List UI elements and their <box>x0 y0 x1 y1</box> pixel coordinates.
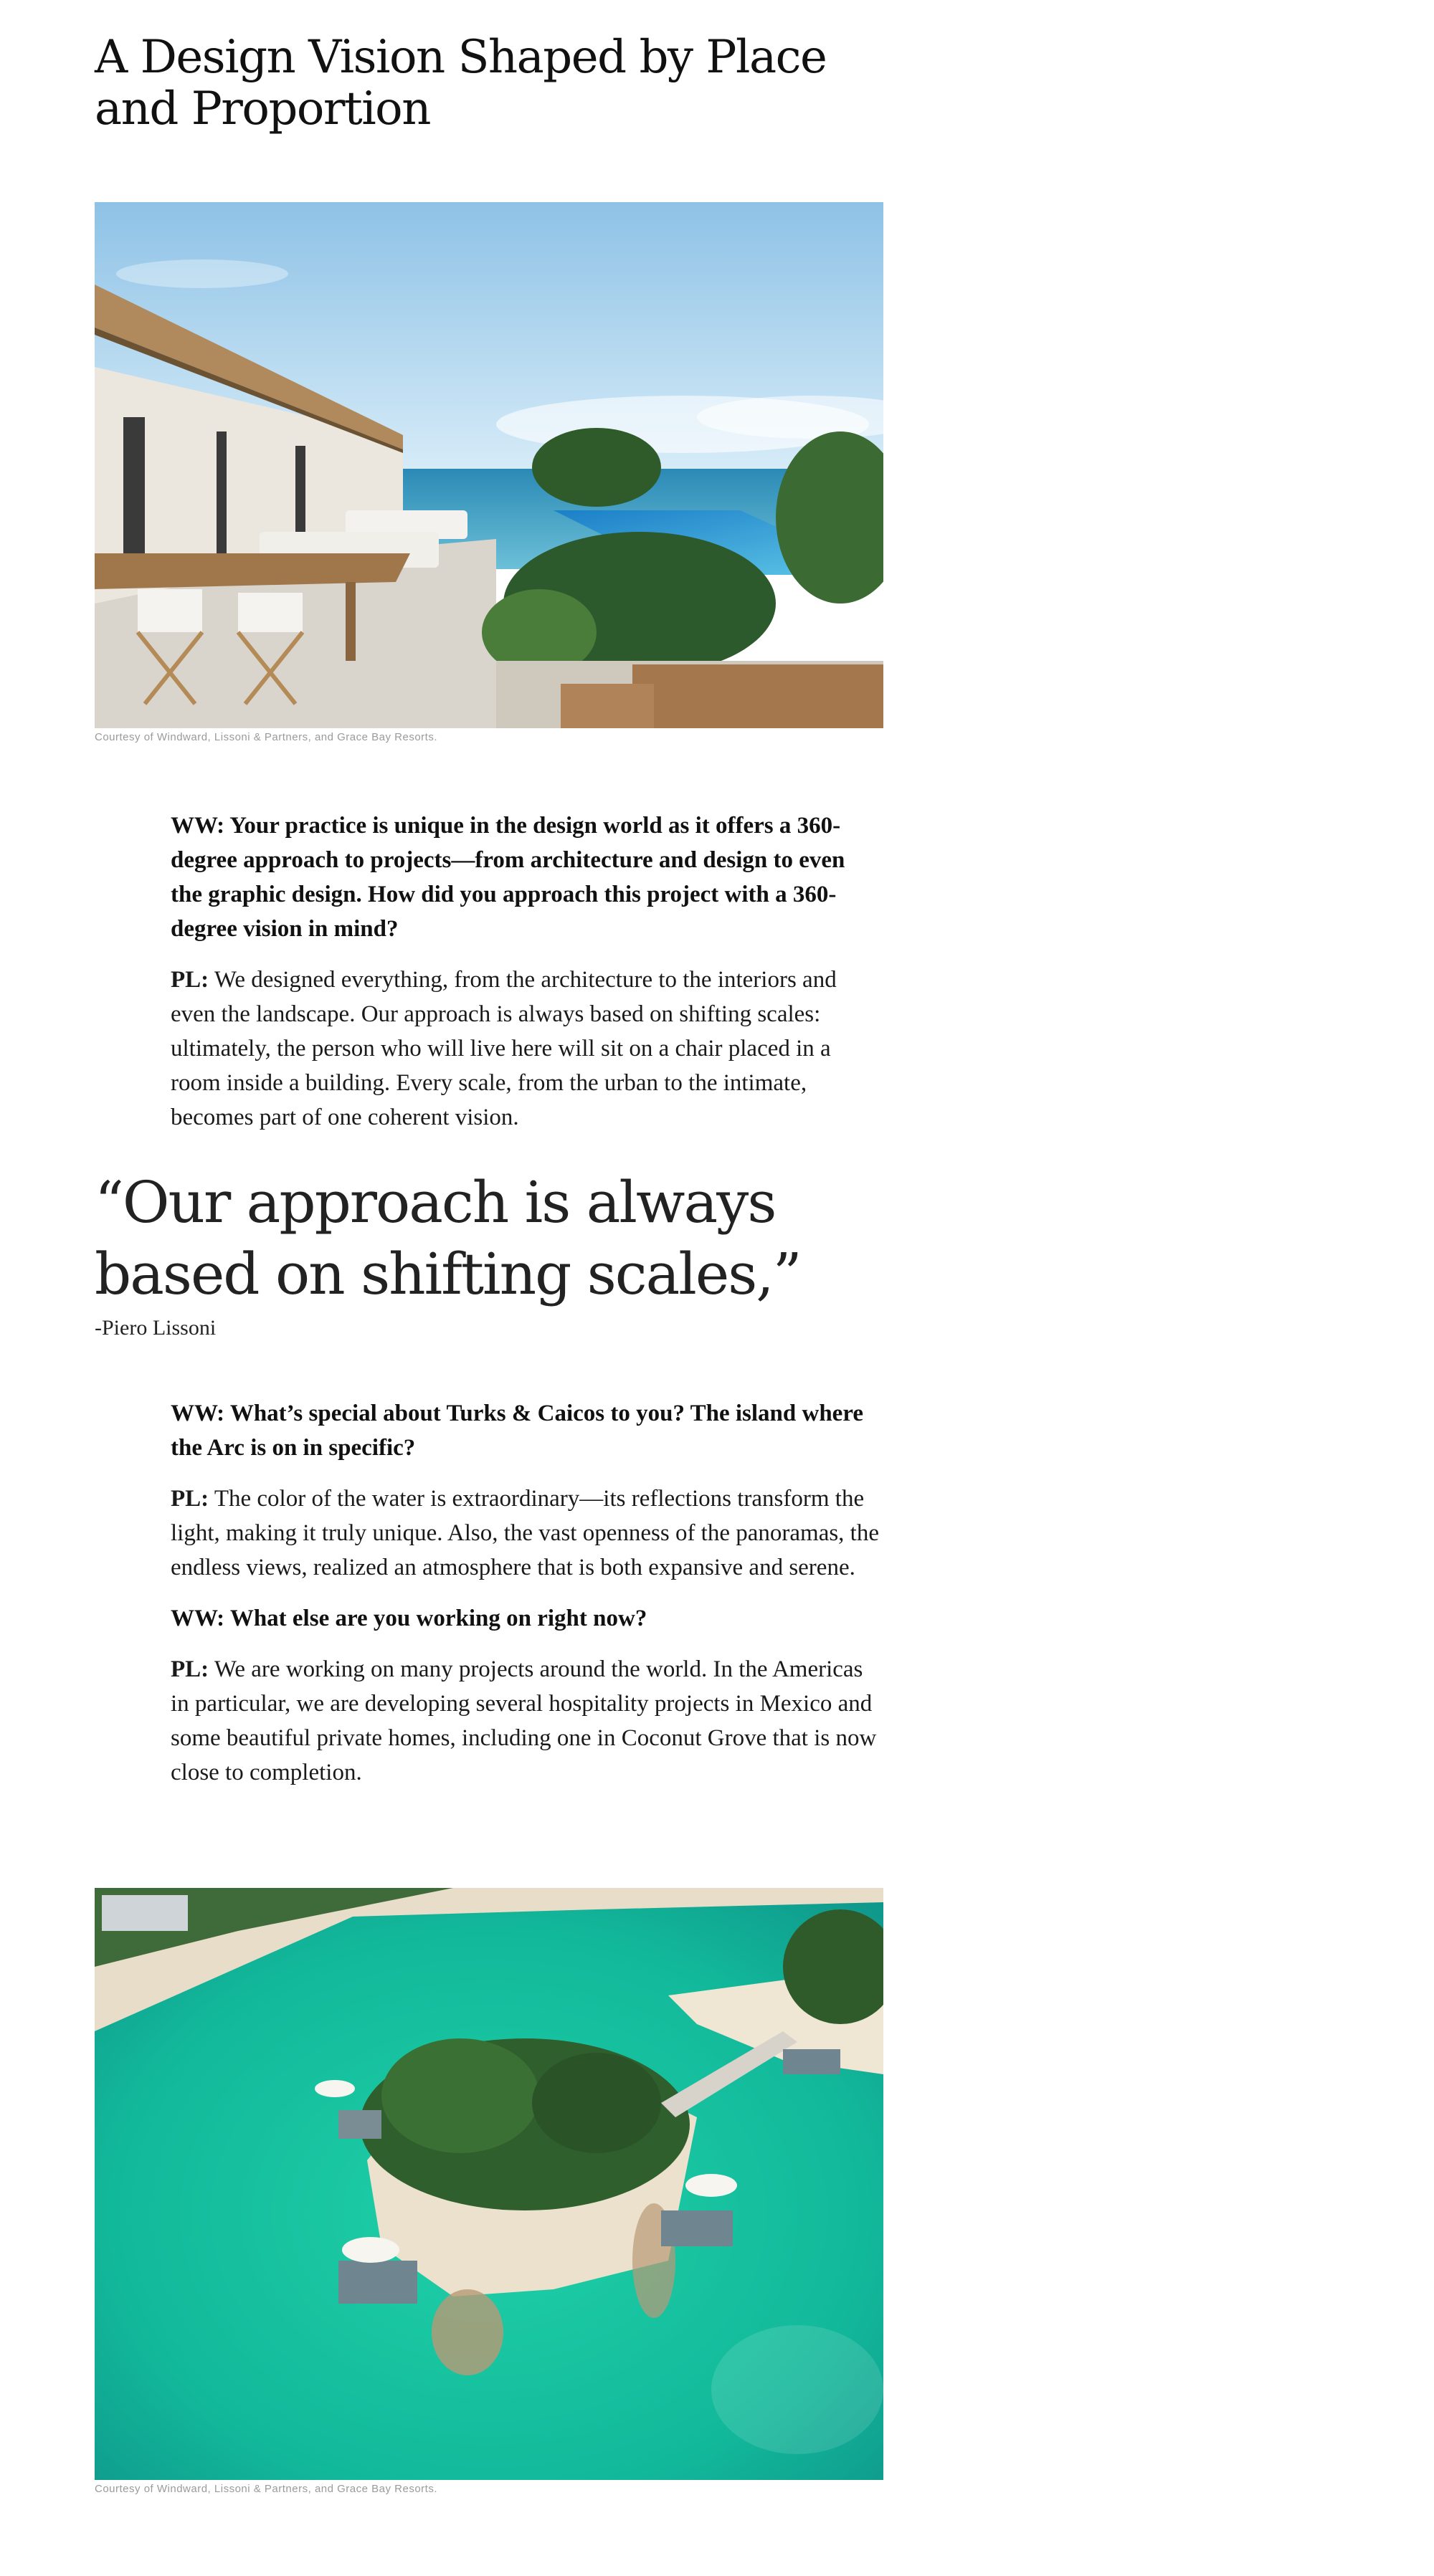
aerial-island-image <box>95 1888 883 2480</box>
interview-block <box>171 1396 882 1790</box>
image-caption: Courtesy of Windward, Lissoni & Partners, and Grace Bay Resorts. <box>95 731 438 743</box>
interview-block <box>171 808 882 1135</box>
interview-answer <box>171 963 882 1135</box>
answer-speaker-label: PL: <box>171 1656 209 1682</box>
pull-quote: “Our approach is always based on shifting scales,” <box>95 1169 801 1307</box>
answer-text: We are working on many projects around the world. In the Americas in particular, we are developing several hospitality projects in Mexico and some beautiful private homes, including one in Coconut Grove that is now close to completion. <box>171 1656 877 1785</box>
answer-text: The color of the water is extraordinary—its reflections transform the light, making it truly unique. Also, the vast openness of the panoramas, the endless views, realized an atmosphere that is both expansive and serene. <box>171 1486 880 1580</box>
interview-answer <box>171 1482 882 1585</box>
interview-question: WW: What else are you working on right now? <box>171 1606 647 1631</box>
article-title: A Design Vision Shaped by Place and Proportion <box>95 31 827 135</box>
interview-question: WW: What’s special about Turks & Caicos to you? The island where the Arc is on in specific? <box>171 1401 864 1461</box>
aerial-island-illustration <box>95 1888 883 2480</box>
answer-speaker-label: PL: <box>171 967 209 993</box>
interview-question: WW: Your practice is unique in the design world as it offers a 360-degree approach to projects—from architecture and design to even the graphic design. How did you approach this project with a 360-degree vision in mind? <box>171 813 845 942</box>
answer-speaker-label: PL: <box>171 1486 209 1512</box>
villa-terrace-image <box>95 202 883 728</box>
answer-text: We designed everything, from the architecture to the interiors and even the landscape. Our approach is always based on shifting scales: ultimately, the person who will live here will sit on a chair placed in a room inside a building. Every scale, from the urban to the intimate, becomes part of one coherent vision. <box>171 967 837 1130</box>
interview-answer <box>171 1652 882 1790</box>
pull-quote-attribution: -Piero Lissoni <box>95 1316 217 1340</box>
villa-terrace-illustration <box>95 202 883 728</box>
image-caption: Courtesy of Windward, Lissoni & Partners, and Grace Bay Resorts. <box>95 2483 438 2495</box>
